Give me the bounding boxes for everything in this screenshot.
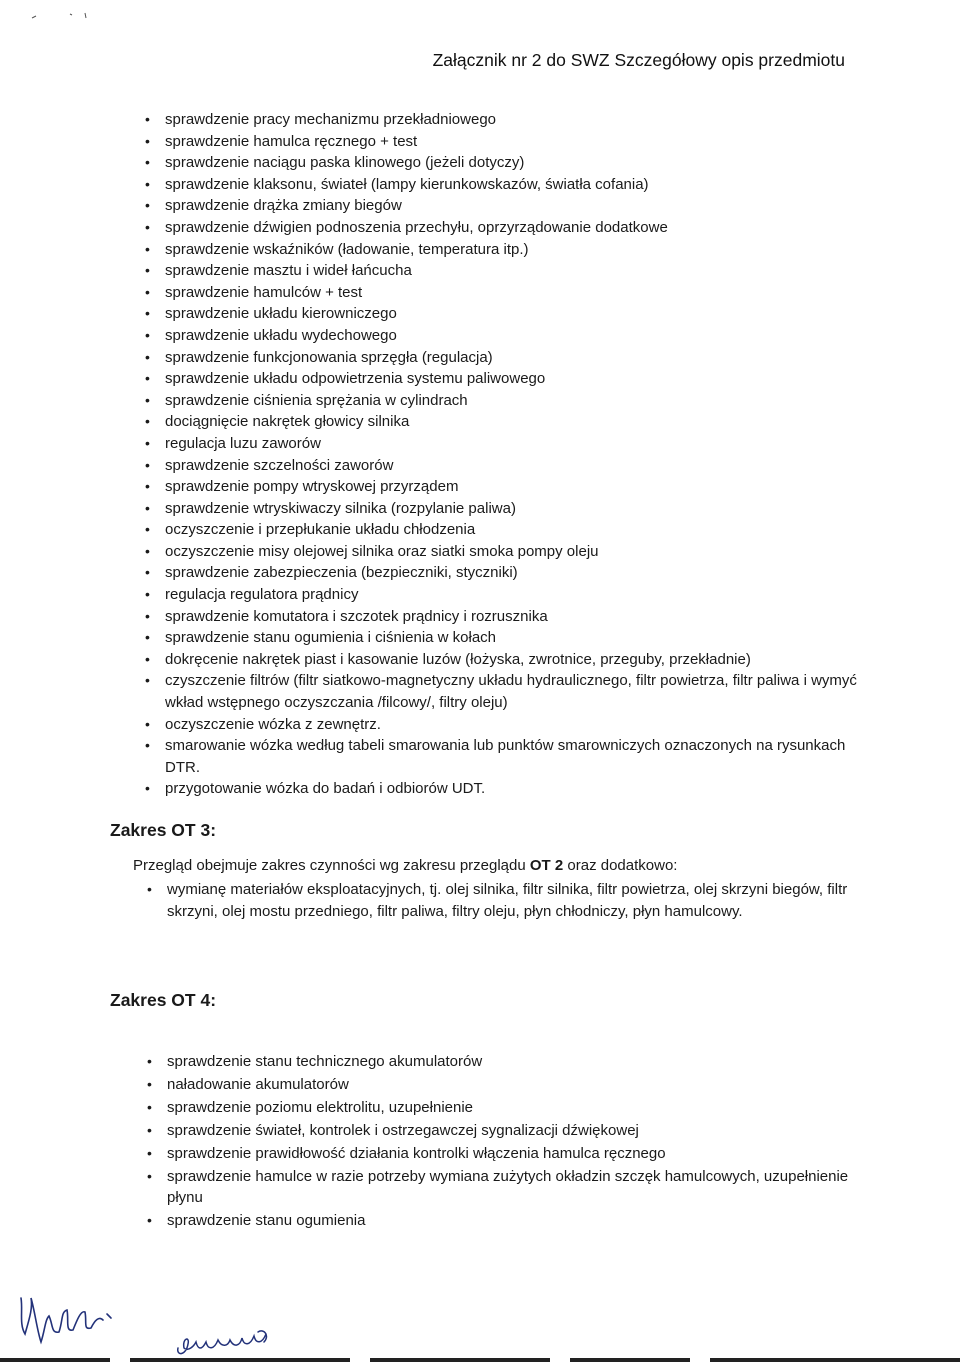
ot2-item [145, 174, 865, 196]
ot4-item [147, 1074, 857, 1095]
ot2-item [145, 195, 865, 217]
ot2-item-text: regulacja regulatora prądnicy [165, 586, 359, 604]
bullet-icon: • [145, 672, 150, 689]
ot4-item-text: sprawdzenie świateł, kontrolek i ostrzegawczej sygnalizacji dźwiękowej [167, 1122, 639, 1139]
ot2-item-text: czyszczenie filtrów (filtr siatkowo-magnetyczny układu hydraulicznego, filtr powietrza, filtr paliwa i wymyć wkład wstępnego oczyszczania /filcowy/, filtry oleju) [165, 672, 857, 712]
ot2-item [145, 282, 865, 304]
ot2-item [145, 519, 865, 541]
ot2-item [145, 735, 865, 778]
ot2-item-text: sprawdzenie stanu ogumienia i ciśnienia w kołach [165, 629, 497, 647]
ot2-item [145, 541, 865, 563]
bullet-icon: • [145, 175, 150, 192]
ot2-item-text: sprawdzenie pompy wtryskowej przyrządem [165, 478, 459, 496]
ot2-item-text: sprawdzenie dźwigien podnoszenia przechyłu, oprzyrządowanie dodatkowe [165, 218, 668, 236]
ot2-item [145, 670, 865, 713]
ot2-item [145, 562, 865, 584]
bullet-icon: • [145, 154, 150, 171]
ot2-item [145, 714, 865, 736]
ot3-intro-after: oraz dodatkowo: [563, 857, 678, 874]
ot2-item-text: oczyszczenie wózka z zewnętrz. [165, 715, 381, 733]
ot2-item-text: oczyszczenie misy olejowej silnika oraz siatki smoka pompy oleju [165, 542, 599, 560]
ot2-checklist [145, 109, 865, 800]
ot3-intro [133, 857, 677, 874]
bullet-icon: • [145, 413, 150, 430]
bullet-icon: • [145, 542, 150, 559]
ot4-item [147, 1143, 857, 1164]
ot2-item [145, 411, 865, 433]
ot4-item [147, 1097, 857, 1118]
ot3-intro-before: Przegląd obejmuje zakres czynności wg zakresu przeglądu [133, 857, 530, 874]
ot2-item-text: smarowanie wózka według tabeli smarowania lub punktów smarowniczych oznaczonych na rysunkach DTR. [165, 737, 846, 776]
bullet-icon: • [145, 586, 150, 603]
ot2-item [145, 476, 865, 498]
bullet-icon: • [145, 607, 150, 624]
ot2-item-text: sprawdzenie szczelności zaworów [165, 456, 394, 474]
ot2-item-text: sprawdzenie układu odpowietrzenia systemu paliwowego [165, 370, 546, 388]
bullet-icon: • [145, 326, 150, 343]
bullet-icon: • [145, 132, 150, 149]
bullet-icon: • [145, 650, 150, 667]
ot2-item [145, 584, 865, 606]
ot2-item-text: sprawdzenie układu kierowniczego [165, 305, 397, 323]
scan-bottom-edge [0, 1355, 960, 1364]
ot2-item-text: dociągnięcie nakrętek głowicy silnika [165, 413, 410, 431]
ot2-item-text: sprawdzenie pracy mechanizmu przekładniowego [165, 111, 497, 128]
section-title-ot4: Zakres OT 4: [110, 990, 217, 1010]
bullet-icon: • [145, 283, 150, 300]
ot2-item [145, 368, 865, 390]
ot2-item-text: sprawdzenie hamulców + test [165, 283, 363, 301]
ot2-item [145, 325, 865, 347]
ot2-item-text: sprawdzenie układu wydechowego [165, 326, 397, 344]
bullet-icon: • [145, 370, 150, 387]
bullet-icon: • [147, 881, 152, 897]
ot4-item [147, 1120, 857, 1141]
bullet-icon: • [145, 111, 150, 127]
ot2-item [145, 433, 865, 455]
ot2-item-text: sprawdzenie zabezpieczenia (bezpieczniki, styczniki) [165, 564, 518, 582]
bullet-icon: • [147, 1145, 152, 1161]
signature-1 [15, 1290, 125, 1350]
ot2-item [145, 390, 865, 412]
bullet-icon: • [145, 391, 150, 408]
ot3-intro-bold: OT 2 [529, 857, 564, 874]
bullet-icon: • [145, 780, 150, 797]
ot2-item [145, 498, 865, 520]
bullet-icon: • [145, 240, 150, 257]
ot2-item-text: sprawdzenie masztu i wideł łańcucha [165, 262, 412, 280]
ot2-item-text: sprawdzenie funkcjonowania sprzęgła (regulacja) [165, 348, 493, 366]
bullet-icon: • [145, 456, 150, 473]
section-title-ot3: Zakres OT 3: [110, 820, 217, 840]
ot2-item [145, 260, 865, 282]
bullet-icon: • [145, 348, 150, 365]
document-header: Załącznik nr 2 do SWZ Szczegółowy opis przedmiotu [432, 50, 845, 70]
ot3-item [147, 879, 857, 922]
ot2-item [145, 606, 865, 628]
ot2-item [145, 239, 865, 261]
ot2-item-text: sprawdzenie hamulca ręcznego + test [165, 132, 418, 150]
bullet-icon: • [145, 521, 150, 538]
bullet-icon: • [145, 499, 150, 516]
ot2-item [145, 109, 865, 131]
bullet-icon: • [145, 305, 150, 322]
bullet-icon: • [147, 1053, 152, 1069]
ot4-item-text: sprawdzenie stanu ogumienia [167, 1212, 366, 1229]
ot4-item [147, 1051, 857, 1072]
ot2-item-text: dokręcenie nakrętek piast i kasowanie luzów (łożyska, zwrotnice, przeguby, przekładnie) [165, 650, 751, 668]
ot4-item-text: sprawdzenie hamulce w razie potrzeby wymiana zużytych okładzin szczęk hamulcowych, uzupełnienie płynu [167, 1168, 849, 1206]
bullet-icon: • [145, 737, 150, 754]
ot2-item-text: regulacja luzu zaworów [165, 434, 321, 452]
ot2-item-text: sprawdzenie wskaźników (ładowanie, temperatura itp.) [165, 240, 529, 258]
ot2-item-text: sprawdzenie ciśnienia sprężania w cylindrach [165, 391, 468, 409]
ot2-item [145, 778, 865, 800]
ot4-item-text: naładowanie akumulatorów [167, 1076, 349, 1093]
ot4-checklist [147, 1051, 857, 1233]
bullet-icon: • [147, 1168, 152, 1184]
ot2-item-text: sprawdzenie naciągu paska klinowego (jeżeli dotyczy) [165, 154, 525, 172]
bullet-icon: • [145, 197, 150, 214]
bullet-icon: • [145, 629, 150, 646]
bullet-icon: • [145, 715, 150, 732]
ot2-item-text: sprawdzenie komutatora i szczotek prądnicy i rozrusznika [165, 607, 548, 625]
ot4-item [147, 1166, 857, 1208]
ot4-item [147, 1210, 857, 1231]
bullet-icon: • [147, 1212, 152, 1228]
ot2-item [145, 152, 865, 174]
scan-artifact [30, 10, 100, 22]
ot2-item-text: sprawdzenie drążka zmiany biegów [165, 197, 402, 215]
bullet-icon: • [145, 434, 150, 451]
ot2-item [145, 627, 865, 649]
ot2-item-text: sprawdzenie klaksonu, świateł (lampy kierunkowskazów, światła cofania) [165, 175, 649, 193]
ot2-item [145, 455, 865, 477]
ot4-item-text: sprawdzenie poziomu elektrolitu, uzupełnienie [167, 1099, 474, 1116]
ot2-item-text: przygotowanie wózka do badań i odbiorów UDT. [165, 780, 486, 798]
bullet-icon: • [145, 564, 150, 581]
ot2-item-text: sprawdzenie wtryskiwaczy silnika (rozpylanie paliwa) [165, 499, 516, 517]
ot2-item [145, 347, 865, 369]
bullet-icon: • [147, 1122, 152, 1138]
bullet-icon: • [147, 1099, 152, 1115]
ot3-item-text: wymianę materiałów eksploatacyjnych, tj. olej silnika, filtr silnika, filtr powietrza, olej skrzyni biegów, filtr skrzyni, olej mostu przedniego, filtr paliwa, filtry oleju, płyn chłodniczy, płyn hamulcowy. [167, 881, 848, 920]
ot2-item [145, 649, 865, 671]
ot4-item-text: sprawdzenie prawidłowość działania kontrolki włączenia hamulca ręcznego [167, 1145, 666, 1162]
bullet-icon: • [145, 218, 150, 235]
ot4-item-text: sprawdzenie stanu technicznego akumulatorów [167, 1053, 483, 1070]
bullet-icon: • [145, 262, 150, 279]
ot2-item-text: oczyszczenie i przepłukanie układu chłodzenia [165, 521, 476, 539]
ot3-checklist [147, 879, 857, 922]
bullet-icon: • [147, 1076, 152, 1092]
ot2-item [145, 131, 865, 153]
bullet-icon: • [145, 478, 150, 495]
ot2-item [145, 217, 865, 239]
ot2-item [145, 303, 865, 325]
